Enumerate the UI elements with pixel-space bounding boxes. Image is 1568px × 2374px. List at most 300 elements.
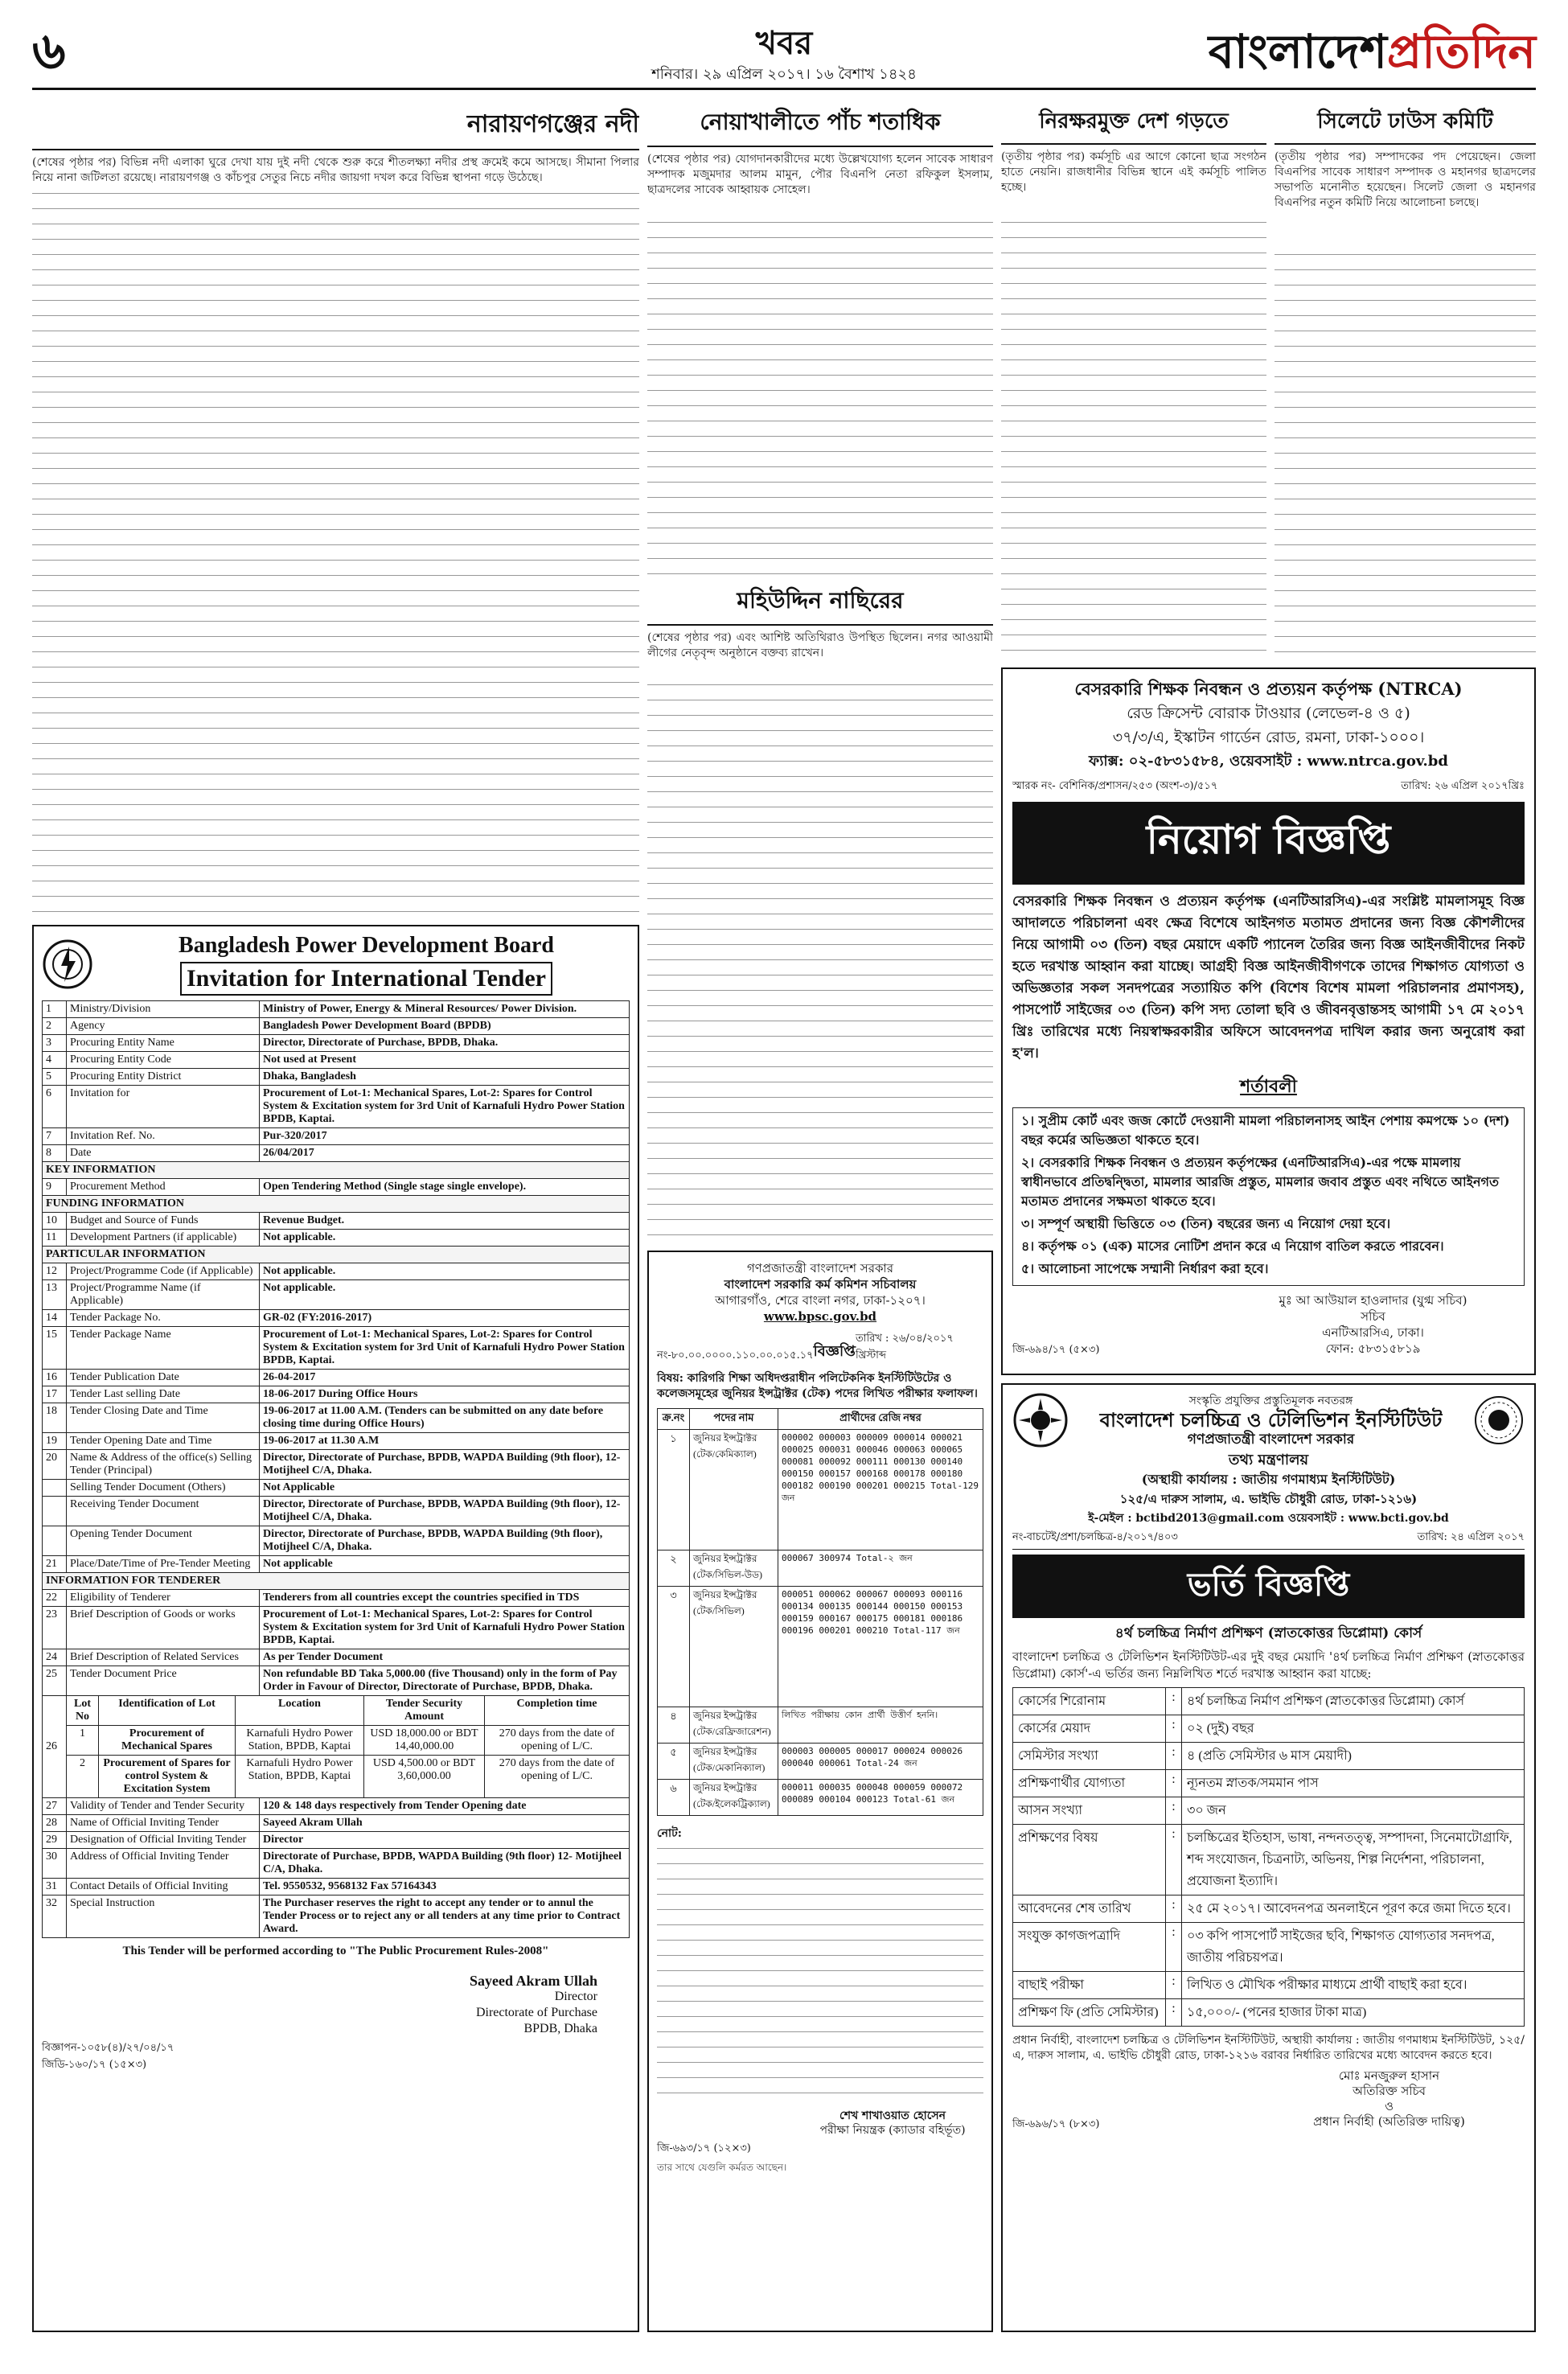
table-row — [43, 1696, 630, 1726]
row-label: Brief Description of Related Services — [67, 1649, 260, 1666]
lot-cell: Procurement of Spares for control System & Excitation System — [99, 1756, 236, 1798]
row-value: Not applicable. — [260, 1280, 630, 1310]
row-value: Procurement of Lot-1: Mechanical Spares, Lot-2: Spares for Control System & Excitation system for 3rd Unit of Karnafuli Hydro Power Station BPDB, Kaptai. — [260, 1327, 630, 1370]
tender-title: Invitation for International Tender — [180, 962, 552, 996]
bcti-memo: নং-বাচটেই/প্রশা/চলচ্চিত্র-৪/২০১৭/৪০৩ — [1012, 1531, 1178, 1543]
row-number: 14 — [43, 1310, 67, 1327]
bcti-memo-date: তারিখ: ২৪ এপ্রিল ২০১৭ — [1417, 1531, 1525, 1543]
ntrca-term-item: ৪। কর্তৃপক্ষ ০১ (এক) মাসের নোটিশ প্রদান করে এ নিয়োগ বাতিল করতে পারবেন। — [1021, 1238, 1444, 1254]
row-number: 20 — [43, 1450, 67, 1480]
row-value: Not used at Present — [260, 1052, 630, 1069]
table-row — [43, 1526, 630, 1556]
table-row — [43, 1370, 630, 1386]
row-number: 6 — [43, 1086, 67, 1128]
ntrca-ref: জি-৬৯৪/১৭ (৫×৩) — [1012, 1344, 1100, 1356]
row-number: 21 — [43, 1556, 67, 1573]
bpsc-note-title: নোট: — [657, 1827, 682, 1840]
bpsc-gov: গণপ্রজাতন্ত্রী বাংলাদেশ সরকার — [746, 1261, 894, 1275]
bcti-row-value: ৪র্থ চলচ্চিত্র নির্মাণ প্রশিক্ষণ (স্নাতকোত্তর ডিপ্লোমা) কোর্স — [1182, 1688, 1525, 1715]
bcti-row-label: প্রশিক্ষণার্থীর যোগ্যতা — [1013, 1770, 1166, 1797]
row-label: Contact Details of Official Inviting — [67, 1879, 260, 1896]
row-label: Selling Tender Document (Others) — [67, 1480, 260, 1497]
row-label: Procurement Method — [67, 1179, 260, 1196]
row-number: 22 — [43, 1590, 67, 1607]
table-row — [658, 1780, 983, 1816]
bpsc-ref: জি-৬৯৩/১৭ (১২×৩) — [657, 2142, 751, 2154]
table-row — [1013, 1825, 1525, 1896]
bcti-row-separator: : — [1166, 1715, 1182, 1743]
bpsc-post-name: জুনিয়র ইন্সট্রাক্টর (টেক/সিভিল-উড) — [690, 1550, 778, 1587]
row-number: 32 — [43, 1896, 67, 1938]
signatory-name: Sayeed Akram Ullah — [469, 1973, 597, 1989]
table-row — [1013, 1923, 1525, 1972]
bpsc-org: বাংলাদেশ সরকারি কর্ম কমিশন সচিবালয় — [724, 1277, 917, 1292]
table-row — [43, 1896, 630, 1938]
row-number: 18 — [43, 1403, 67, 1433]
bpsc-notice — [647, 1251, 993, 2332]
article-body-text — [647, 680, 993, 1242]
article-noakhali — [647, 105, 993, 579]
bcti-closing: প্রধান নির্বাহী, বাংলাদেশ চলচ্চিত্র ও টেলিভিশন ইনস্টিটিউট, অস্থায়ী কার্যালয় : জাতীয় গণমাধ্যম ইনস্টিটিউট, ১২৫/এ, দারুস সালাম, এ. ভাইভি চৌধুরী রোড, ঢাকা-১২১৬ বরাবর নির্ধারিত তারিখের মধ্যে আবেদন করতে হবে। — [1012, 2034, 1525, 2062]
row-number: 19 — [43, 1433, 67, 1450]
article-narayanganj — [32, 105, 639, 917]
row-value: Director, Directorate of Purchase, BPDB, WAPDA Building (9th floor), Motijheel C/A, Dhaka. — [260, 1526, 630, 1556]
bcti-address: ১২৫/এ দারুস সালাম, এ. ভাইভি চৌধুরী রোড, ঢাকা-১২১৬) — [1119, 1492, 1418, 1506]
bpsc-header-cell: পদের নাম — [690, 1409, 778, 1430]
ntrca-term-item: ২। বেসরকারি শিক্ষক নিবন্ধন ও প্রত্যয়ন কর্তৃপক্ষের (এনটিআরসিএ)-এর পক্ষে মামলায় স্বাধীনভাবে প্রতিদ্বন্দ্বিতা, মামলার আরজি প্রস্তুত, মামলার জবাব প্রস্তুত এবং নথিতে আইনগত মতামত প্রদানের সক্ষমতা থাকতে হবে। — [1021, 1155, 1500, 1209]
row-label: Name of Official Inviting Tender — [67, 1815, 260, 1832]
row-number: 9 — [43, 1179, 67, 1196]
lot-cell: USD 4,500.00 or BDT 3,60,000.00 — [364, 1756, 485, 1798]
table-row — [43, 1018, 630, 1035]
table-row — [43, 1001, 630, 1018]
tender-info-table-2 — [42, 1797, 630, 1938]
row-label: Invitation for — [67, 1086, 260, 1128]
ntrca-org: বেসরকারি শিক্ষক নিবন্ধন ও প্রত্যয়ন কর্তৃপক্ষ (NTRCA) — [1074, 679, 1463, 699]
article-lead: (তৃতীয় পৃষ্ঠার পর) কর্মসূচি এর আগে কোনো ছাত্র সংগঠন হাতে নেয়নি। রাজধানীর বিভিন্ন স্থানে এই কর্মসূচি পালিত হচ্ছে। — [1001, 150, 1266, 194]
row-label: Address of Official Inviting Tender — [67, 1849, 260, 1879]
row-value: Bangladesh Power Development Board (BPDB) — [260, 1018, 630, 1035]
row-number: 16 — [43, 1370, 67, 1386]
tender-lot-table — [42, 1695, 630, 1798]
row-value: Director, Directorate of Purchase, BPDB, WAPDA Building (9th floor), 12-Motijheel C/A, Dhaka. — [260, 1450, 630, 1480]
row-value: Directorate of Purchase, BPDB, WAPDA Building (9th floor) 12- Motijheel C/A, Dhaka. — [260, 1849, 630, 1879]
article-body-text — [1001, 217, 1266, 659]
article-headline: সিলেটে ঢাউস কমিটি — [1275, 105, 1536, 145]
bcti-signatory-title-2: প্রধান নির্বাহী (অতিরিক্ত দায়িত্ব) — [1313, 2114, 1465, 2129]
bpsc-post-name: জুনিয়র ইন্সট্রাক্টর (টেক/ইলেকট্রিক্যাল) — [690, 1780, 778, 1816]
row-value: Sayeed Akram Ullah — [260, 1815, 630, 1832]
table-row — [43, 1756, 630, 1798]
masthead — [32, 16, 1536, 90]
row-number: 12 — [43, 1263, 67, 1280]
bcti-row-separator: : — [1166, 1896, 1182, 1923]
bcti-row-label: কোর্সের শিরোনাম — [1013, 1688, 1166, 1715]
table-row — [43, 1480, 630, 1497]
row-number: 24 — [43, 1649, 67, 1666]
table-row — [43, 1607, 630, 1649]
bpsc-roll-numbers: 000011 000035 000048 000059 000072 000089 000104 000123 Total-61 জন — [778, 1780, 983, 1816]
row-number: 13 — [43, 1280, 67, 1310]
lot-cell: 1 — [67, 1726, 99, 1756]
bpsc-footer: তার সাথে যেগুলি কর্মরত আছেন। — [657, 2162, 787, 2173]
row-label: Procuring Entity Code — [67, 1052, 260, 1069]
section-title: খবর — [755, 24, 813, 62]
bpsc-date: তারিখ : ২৬/০৪/২০১৭ খ্রিস্টাব্দ — [855, 1333, 954, 1362]
bpsc-address: আগারগাঁও, শেরে বাংলা নগর, ঢাকা-১২০৭। — [715, 1293, 926, 1308]
bpsc-website-link[interactable]: www.bpsc.gov.bd — [763, 1309, 877, 1324]
row-label: Tender Publication Date — [67, 1370, 260, 1386]
lot-header-cell: Tender Security Amount — [364, 1696, 485, 1726]
bcti-row-value: ন্যূনতম স্নাতক/সমমান পাস — [1182, 1770, 1525, 1797]
bcti-row-separator: : — [1166, 1825, 1182, 1896]
bcti-row-separator: : — [1166, 1743, 1182, 1770]
table-row — [43, 1263, 630, 1280]
row-number: 23 — [43, 1607, 67, 1649]
table-row — [658, 1587, 983, 1707]
row-value: Ministry of Power, Energy & Mineral Resources/ Power Division. — [260, 1001, 630, 1018]
table-row — [43, 1230, 630, 1247]
ntrca-term-item: ৫। আলোচনা সাপেক্ষে সম্মানী নির্ধারণ করা হবে। — [1021, 1261, 1269, 1276]
table-row — [43, 1386, 630, 1403]
table-row — [658, 1430, 983, 1550]
table-row — [43, 1590, 630, 1607]
bpsc-serial: ৩ — [658, 1587, 690, 1707]
bcti-row-separator: : — [1166, 1999, 1182, 2027]
row-label: Tender Opening Date and Time — [67, 1433, 260, 1450]
ntrca-title: নিয়োগ বিজ্ঞপ্তি — [1012, 802, 1525, 885]
row-value: Procurement of Lot-1: Mechanical Spares, Lot-2: Spares for Control System & Excitation system for 3rd Unit of Karnafuli Hydro Power Station BPDB, Kaptai. — [260, 1607, 630, 1649]
row-label: Tender Package No. — [67, 1310, 260, 1327]
table-row — [43, 1666, 630, 1696]
row-label: Designation of Official Inviting Tender — [67, 1832, 260, 1849]
bcti-row-separator: : — [1166, 1972, 1182, 1999]
ntrca-terms-list — [1012, 1107, 1525, 1286]
bcti-intro: বাংলাদেশ চলচ্চিত্র ও টেলিভিশন ইনস্টিটিউট-এর দুই বছর মেয়াদি '৪র্থ চলচ্চিত্র নির্মাণ প্রশিক্ষণ (স্নাতকোত্তর ডিপ্লোমা) কোর্স'-এ ভর্তির জন্য নিম্নলিখিত শর্তে দরখাস্ত আহ্বান করা যাচ্ছে: — [1012, 1649, 1525, 1681]
table-row — [43, 1327, 630, 1370]
row-number: 29 — [43, 1832, 67, 1849]
row-value: Pur-320/2017 — [260, 1128, 630, 1145]
bcti-gov: গণপ্রজাতন্ত্রী বাংলাদেশ সরকার — [1187, 1431, 1355, 1448]
bcti-row-value: ৩০ জন — [1182, 1797, 1525, 1825]
bcti-logo-icon — [1012, 1392, 1069, 1448]
bcti-row-value: ০২ (দুই) বছর — [1182, 1715, 1525, 1743]
ntrca-signatory-title: সচিব — [1361, 1309, 1385, 1324]
bpsc-serial: ৫ — [658, 1744, 690, 1780]
lot-cell: USD 18,000.00 or BDT 14,40,000.00 — [364, 1726, 485, 1756]
table-row — [1013, 1999, 1525, 2027]
ntrca-body: বেসরকারি শিক্ষক নিবন্ধন ও প্রত্যয়ন কর্তৃপক্ষ (এনটিআরসিএ)-এর সংশ্লিষ্ট মামলাসমূহ বিজ্ঞ আদালতে পরিচালনা এবং ক্ষেত্র বিশেষে আইনগত মতামত প্রদানের জন্য বিজ্ঞ কৌশলীদের নিয়ে আগামী ০৩ (তিন) বছর মেয়াদে একটি প্যানেল তৈরির জন্য বিজ্ঞ আইনজীবীদের নিকট হতে দরখাস্ত আহ্বান করা যাচ্ছে। আগ্রহী বিজ্ঞ আইনজীবীগণকে তাদের শিক্ষাগত যোগ্যতা ও অভিজ্ঞতার সকল সনদপত্রের সত্যায়িত কপি (বিশেষ বিশেষ মামলা পরিচালনার প্রমাণসহ), পাসপোর্ট সাইজের ০৩ (তিন) কপি সদ্য তোলা ছবি ও জীবনবৃত্তান্তসহ আগামী ১৭ মে ২০১৭ খ্রিঃ তারিখের মধ্যে নিয়স্বাক্ষরকারীর অফিসে আবেদনপত্র দাখিল করার জন্য অনুরোধ করা হ'ল। — [1012, 893, 1525, 1062]
table-row — [43, 1310, 630, 1327]
gov-seal-icon — [1473, 1394, 1525, 1446]
bpsc-signatory-title: পরীক্ষা নিয়ন্ত্রক (ক্যাডার বহির্ভূত) — [819, 2124, 966, 2137]
bcti-ministry: তথ্য মন্ত্রণালয় — [1228, 1452, 1309, 1468]
bpsc-roll-numbers: 000003 000005 000017 000024 000026 000040 000061 Total-24 জন — [778, 1744, 983, 1780]
row-value: Revenue Budget. — [260, 1213, 630, 1230]
row-label: Tender Last selling Date — [67, 1386, 260, 1403]
article-headline: মহিউদ্দিন নাছিরের — [647, 583, 993, 626]
table-row — [43, 1403, 630, 1433]
table-row — [43, 1069, 630, 1086]
bcti-ministry-top: সংস্কৃতি প্রযুক্তির প্রস্তুতিমূলক নবতরঙ্গ — [1188, 1394, 1353, 1407]
lot-cell: Karnafuli Hydro Power Station, BPDB, Kaptai — [236, 1726, 364, 1756]
row-label: Development Partners (if applicable) — [67, 1230, 260, 1247]
bcti-office: (অস্থায়ী কার্যালয় : জাতীয় গণমাধ্যম ইনস্টিটিউট) — [1141, 1472, 1396, 1487]
row-value: Tel. 9550532, 9568132 Fax 57164343 — [260, 1879, 630, 1896]
row-label: Special Instruction — [67, 1896, 260, 1938]
row-label: Tender Package Name — [67, 1327, 260, 1370]
row-value: Procurement of Lot-1: Mechanical Spares, Lot-2: Spares for Control System & Excitation system for 3rd Unit of Karnafuli Hydro Power Station BPDB, Kaptai. — [260, 1086, 630, 1128]
bcti-row-separator: : — [1166, 1923, 1182, 1972]
row-label: Ministry/Division — [67, 1001, 260, 1018]
ntrca-term-item: ১। সুপ্রীম কোর্ট এবং জজ কোর্টে দেওয়ানী মামলা পরিচালনাসহ আইন পেশায় কমপক্ষে ১০ (দশ) বছর কর্মের অভিজ্ঞতা থাকতে হবে। — [1021, 1113, 1510, 1148]
row-value: Tenderers from all countries except the countries specified in TDS — [260, 1590, 630, 1607]
ntrca-memo: স্মারক নং- বেশিনিক/প্রশাসন/২৫৩ (অংশ-৩)/৫১৭ — [1012, 780, 1218, 792]
bcti-row-separator: : — [1166, 1770, 1182, 1797]
row-label: Brief Description of Goods or works — [67, 1607, 260, 1649]
bcti-row-label: প্রশিক্ষণ ফি (প্রতি সেমিস্টার) — [1013, 1999, 1166, 2027]
bpdb-tender-notice — [32, 925, 639, 2332]
signatory-title: Director — [554, 1990, 597, 2003]
bcti-row-label: আসন সংখ্যা — [1013, 1797, 1166, 1825]
table-row — [658, 1550, 983, 1587]
bpsc-serial: ৪ — [658, 1707, 690, 1744]
row-value: Not applicable. — [260, 1263, 630, 1280]
bcti-row-value: চলচ্চিত্রের ইতিহাস, ভাষা, নন্দনতত্ত্ব, সম্পাদনা, সিনেমাটোগ্রাফি, শব্দ সংযোজন, চিত্রনাট্য, অভিনয়, শিল্প নির্দেশনা, পরিচালনা, প্রযোজনা ইত্যাদি। — [1182, 1825, 1525, 1896]
table-row — [1013, 1688, 1525, 1715]
bpsc-header-cell: ক্র.নং — [658, 1409, 690, 1430]
table-row — [1013, 1972, 1525, 1999]
article-lead: (শেষের পৃষ্ঠার পর) এবং আশিষ্ট অতিথিরাও উপস্থিত ছিলেন। নগর আওয়ামী লীগের নেতৃবৃন্দ অনুষ্ঠানে বক্তব্য রাখেন। — [647, 631, 993, 659]
bpsc-post-name: জুনিয়র ইন্সট্রাক্টর (টেক/সিভিল) — [690, 1587, 778, 1707]
lot-row-number: 26 — [43, 1696, 67, 1798]
row-number: 31 — [43, 1879, 67, 1896]
bpsc-serial: ১ — [658, 1430, 690, 1550]
row-number: 3 — [43, 1035, 67, 1052]
section-header-cell: INFORMATION FOR TENDERER — [43, 1573, 630, 1590]
bcti-row-value: ১৫,০০০/- (পনের হাজার টাকা মাত্র) — [1182, 1999, 1525, 2027]
row-number: 11 — [43, 1230, 67, 1247]
article-headline: নারায়ণগঞ্জের নদী — [32, 105, 639, 150]
row-value: 18-06-2017 During Office Hours — [260, 1386, 630, 1403]
row-label: Invitation Ref. No. — [67, 1128, 260, 1145]
tender-board-name: Bangladesh Power Development Board — [179, 933, 554, 958]
row-number: 15 — [43, 1327, 67, 1370]
table-row — [43, 1815, 630, 1832]
tender-footer-note: This Tender will be performed according to "The Public Procurement Rules-2008" — [122, 1945, 549, 1957]
row-value: Not applicable. — [260, 1230, 630, 1247]
bpsc-roll-numbers: 000051 000062 000067 000093 000116 000134 000135 000144 000150 000153 000159 000167 000175 000181 000186 000196 000201 000210 Total-117 জন — [778, 1587, 983, 1707]
table-row — [43, 1145, 630, 1162]
tender-ref-2: জিডি-১৬০/১৭ (১৫×৩) — [42, 2059, 147, 2071]
bpsc-post-name: জুনিয়র ইন্সট্রাক্টর (টেক/রেফ্রিজারেশন) — [690, 1707, 778, 1744]
row-label: Receiving Tender Document — [67, 1497, 260, 1526]
table-row — [43, 1879, 630, 1896]
article-mohiuddin — [647, 583, 993, 1242]
table-row — [43, 1213, 630, 1230]
row-value: As per Tender Document — [260, 1649, 630, 1666]
table-row — [43, 1726, 630, 1756]
row-number — [43, 1497, 67, 1526]
row-value: Director — [260, 1832, 630, 1849]
bpsc-roll-numbers: 000002 000003 000009 000014 000021 000025 000031 000046 000063 000065 000081 000092 000111 000130 000140 000150 000157 000168 000178 000180 000182 000190 000201 000215 Total-129 জন — [778, 1430, 983, 1550]
bcti-row-value: ৪ (প্রতি সেমিস্টার ৬ মাস মেয়াদী) — [1182, 1743, 1525, 1770]
row-number: 7 — [43, 1128, 67, 1145]
row-label: Date — [67, 1145, 260, 1162]
table-row — [1013, 1797, 1525, 1825]
bpsc-note-text — [657, 1843, 983, 2101]
bcti-row-value: লিখিত ও মৌখিক পরীক্ষার মাধ্যমে প্রার্থী বাছাই করা হবে। — [1182, 1972, 1525, 1999]
row-value: The Purchaser reserves the right to accept any tender or to annul the Tender Process or to reject any or all tenders at any time prior to Contract Award. — [260, 1896, 630, 1938]
table-row — [43, 1649, 630, 1666]
row-label: Eligibility of Tenderer — [67, 1590, 260, 1607]
article-niraksharmukto — [1001, 105, 1266, 659]
lot-cell: Procurement of Mechanical Spares — [99, 1726, 236, 1756]
table-row — [658, 1744, 983, 1780]
bpsc-signature — [802, 2109, 983, 2138]
brand-main: বাংলাদেশ — [1208, 24, 1387, 79]
ntrca-terms-title: শর্তাবলী — [1240, 1076, 1297, 1097]
row-label: Agency — [67, 1018, 260, 1035]
row-number: 10 — [43, 1213, 67, 1230]
bcti-row-separator: : — [1166, 1797, 1182, 1825]
bcti-course-table — [1012, 1687, 1525, 2027]
row-value: Dhaka, Bangladesh — [260, 1069, 630, 1086]
table-row — [43, 1052, 630, 1069]
ntrca-address-1: রেড ক্রিসেন্ট বোরাক টাওয়ার (লেভেল-৪ ও ৫) — [1127, 704, 1410, 722]
bcti-row-separator: : — [1166, 1688, 1182, 1715]
section-header-cell: PARTICULAR INFORMATION — [43, 1247, 630, 1263]
row-number: 1 — [43, 1001, 67, 1018]
row-value: 19-06-2017 at 11.00 A.M. (Tenders can be submitted on any date before closing time during Office Hours) — [260, 1403, 630, 1433]
row-number — [43, 1526, 67, 1556]
article-lead: (শেষের পৃষ্ঠার পর) যোগদানকারীদের মধ্যে উল্লেখযোগ্য হলেন সাবেক সাধারণ সম্পাদক মজুমদার আলম মামুন, পৌর বিএনপি নেতা রফিকুল ইসলাম, ছাত্রদলের সাবেক আহ্বায়ক সোহেল। — [647, 153, 993, 196]
article-lead: (তৃতীয় পৃষ্ঠার পর) সম্পাদকের পদ পেয়েছেন। জেলা বিএনপির সাবেক সাধারণ সম্পাদক ও মহানগর ছাত্রদলের সভাপতি মনোনীত হয়েছেন। সিলেট জেলা ও মহানগর বিএনপির নতুন কমিটি নিয়ে আলোচনা চলছে। — [1275, 150, 1536, 209]
ntrca-signatory-name: মুঃ আ আউয়াল হাওলাদার (যুগ্ম সচিব) — [1279, 1293, 1467, 1308]
bpsc-roll-numbers: 000067 300974 Total-২ জন — [778, 1550, 983, 1587]
row-number: 25 — [43, 1666, 67, 1696]
page-number: ৬ — [32, 21, 66, 81]
table-row — [43, 1280, 630, 1310]
row-value: 120 & 148 days respectively from Tender Opening date — [260, 1798, 630, 1815]
brand-accent: প্রতিদিন — [1386, 24, 1536, 79]
table-row — [1013, 1770, 1525, 1797]
row-value: GR-02 (FY:2016-2017) — [260, 1310, 630, 1327]
table-row — [43, 1247, 630, 1263]
article-sylhet — [1275, 105, 1536, 659]
bcti-org: বাংলাদেশ চলচ্চিত্র ও টেলিভিশন ইনস্টিটিউট — [1099, 1408, 1443, 1431]
row-label: Procuring Entity Name — [67, 1035, 260, 1052]
row-label: Tender Closing Date and Time — [67, 1403, 260, 1433]
table-row — [1013, 1715, 1525, 1743]
row-number: 28 — [43, 1815, 67, 1832]
row-value: Director, Directorate of Purchase, BPDB, Dhaka. — [260, 1035, 630, 1052]
bpsc-post-name: জুনিয়র ইন্সট্রাক্টর (টেক/কেমিক্যাল) — [690, 1430, 778, 1550]
ntrca-address-2: ৩৭/৩/এ, ইস্কাটন গার্ডেন রোড, রমনা, ঢাকা-১০০০। — [1112, 729, 1425, 746]
bcti-signatory-title: অতিরিক্ত সচিব — [1352, 2084, 1426, 2098]
bcti-row-value: ০৩ কপি পাসপোর্ট সাইজের ছবি, শিক্ষাগত যোগ্যতার সনদপত্র, জাতীয় পরিচয়পত্র। — [1182, 1923, 1525, 1972]
bcti-contact: ই-মেইল : bctibd2013@gmail.com ওয়েবসাইট : www.bcti.gov.bd — [1088, 1512, 1449, 1525]
table-row — [43, 1128, 630, 1145]
bcti-ref: জি-৬৯৬/১৭ (৮×৩) — [1012, 2118, 1100, 2130]
bpsc-results-table — [657, 1408, 983, 1816]
table-row — [43, 1179, 630, 1196]
bcti-row-label: আবেদনের শেষ তারিখ — [1013, 1896, 1166, 1923]
ntrca-memo-date: তারিখ: ২৬ এপ্রিল ২০১৭খ্রিঃ — [1401, 780, 1525, 792]
bcti-notice — [1001, 1383, 1536, 2332]
row-number: 4 — [43, 1052, 67, 1069]
table-row — [43, 1849, 630, 1879]
row-value: 19-06-2017 at 11.30 A.M — [260, 1433, 630, 1450]
row-label: Validity of Tender and Tender Security — [67, 1798, 260, 1815]
bpsc-roll-numbers: লিখিত পরীক্ষায় কোন প্রার্থী উত্তীর্ণ হননি। — [778, 1707, 983, 1744]
row-number: 27 — [43, 1798, 67, 1815]
bcti-row-label: বাছাই পরীক্ষা — [1013, 1972, 1166, 1999]
bcti-title: ভর্তি বিজ্ঞপ্তি — [1012, 1555, 1525, 1618]
row-label: Project/Programme Code (if Applicable) — [67, 1263, 260, 1280]
row-number: 2 — [43, 1018, 67, 1035]
row-number — [43, 1480, 67, 1497]
row-label: Name & Address of the office(s) Selling Tender (Principal) — [67, 1450, 260, 1480]
ntrca-term-item: ৩। সম্পূর্ণ অস্থায়ী ভিত্তিতে ০৩ (তিন) বছরের জন্য এ নিয়োগ দেয়া হবে। — [1021, 1216, 1391, 1231]
table-row — [1013, 1743, 1525, 1770]
bpsc-post-name: জুনিয়র ইন্সট্রাক্টর (টেক/মেকানিক্যাল) — [690, 1744, 778, 1780]
row-number: 8 — [43, 1145, 67, 1162]
row-label: Opening Tender Document — [67, 1526, 260, 1556]
lot-cell: 270 days from the date of opening of L/C. — [485, 1726, 630, 1756]
table-row — [43, 1035, 630, 1052]
bcti-row-label: কোর্সের মেয়াদ — [1013, 1715, 1166, 1743]
bcti-row-label: প্রশিক্ষণের বিষয় — [1013, 1825, 1166, 1896]
table-row — [658, 1707, 983, 1744]
row-label: Budget and Source of Funds — [67, 1213, 260, 1230]
article-lead: (শেষের পৃষ্ঠার পর) বিভিন্ন নদী এলাকা ঘুরে দেখা যায় দুই নদী থেকে শুরু করে শীতলক্ষ্যা নদীর প্রস্থ ক্রমেই কমে আসছে। সীমানা পিলার নিয়ে নানা জটিলতা রয়েছে। নারায়ণগঞ্জ ও কাঁচপুর সেতুর নিচে নদীর জায়গা দখল করে বিভিন্ন স্থাপনা গড়ে উঠেছে। — [32, 156, 639, 184]
bpsc-serial: ৬ — [658, 1780, 690, 1816]
signatory-org: BPDB, Dhaka — [523, 2022, 597, 2035]
tender-signature — [42, 1973, 630, 2037]
table-row — [43, 1450, 630, 1480]
row-label: Procuring Entity District — [67, 1069, 260, 1086]
bcti-signatory-and: ও — [1384, 2099, 1394, 2113]
lot-header-cell: Completion time — [485, 1696, 630, 1726]
row-label: Tender Document Price — [67, 1666, 260, 1696]
section-header-cell: KEY INFORMATION — [43, 1162, 630, 1179]
bcti-row-label: সেমিস্টার সংখ্যা — [1013, 1743, 1166, 1770]
bpdb-logo-icon — [42, 939, 93, 990]
bpsc-signatory-name: শেখ শাখাওয়াত হোসেন — [839, 2109, 946, 2122]
table-row — [43, 1497, 630, 1526]
newspaper-brand — [1209, 16, 1536, 87]
row-label: Place/Date/Time of Pre-Tender Meeting — [67, 1556, 260, 1573]
row-value: Not Applicable — [260, 1480, 630, 1497]
article-headline: নোয়াখালীতে পাঁচ শতাধিক — [647, 105, 993, 147]
row-label: Project/Programme Name (if Applicable) — [67, 1280, 260, 1310]
bpsc-memo: নং-৮০.০০.০০০০.১১০.০০.০১৫.১৭ — [657, 1349, 814, 1362]
table-row — [43, 1573, 630, 1590]
lot-cell: 2 — [67, 1756, 99, 1798]
tender-ref-1: বিজ্ঞাপন-১০৫৮(৪)/২৭/০৪/১৭ — [42, 2042, 174, 2054]
bcti-row-value: ২৫ মে ২০১৭। আবেদনপত্র অনলাইনে পূরণ করে জমা দিতে হবে। — [1182, 1896, 1525, 1923]
table-row — [43, 1086, 630, 1128]
article-headline: নিরক্ষরমুক্ত দেশ গড়তে — [1001, 105, 1266, 145]
bpsc-header-cell: প্রার্থীদের রেজি নম্বর — [778, 1409, 983, 1430]
bcti-signatory-name: মোঃ মনজুরুল হাসান — [1338, 2068, 1440, 2083]
ntrca-contact: ফ্যাক্স: ০২-৫৮৩১৫৮৪, ওয়েবসাইট : www.ntrca.gov.bd — [1089, 753, 1448, 770]
table-row — [43, 1798, 630, 1815]
signatory-office: Directorate of Purchase — [475, 2006, 597, 2019]
row-number: 5 — [43, 1069, 67, 1086]
ntrca-signatory-org: এনটিআরসিএ, ঢাকা। — [1322, 1325, 1424, 1340]
